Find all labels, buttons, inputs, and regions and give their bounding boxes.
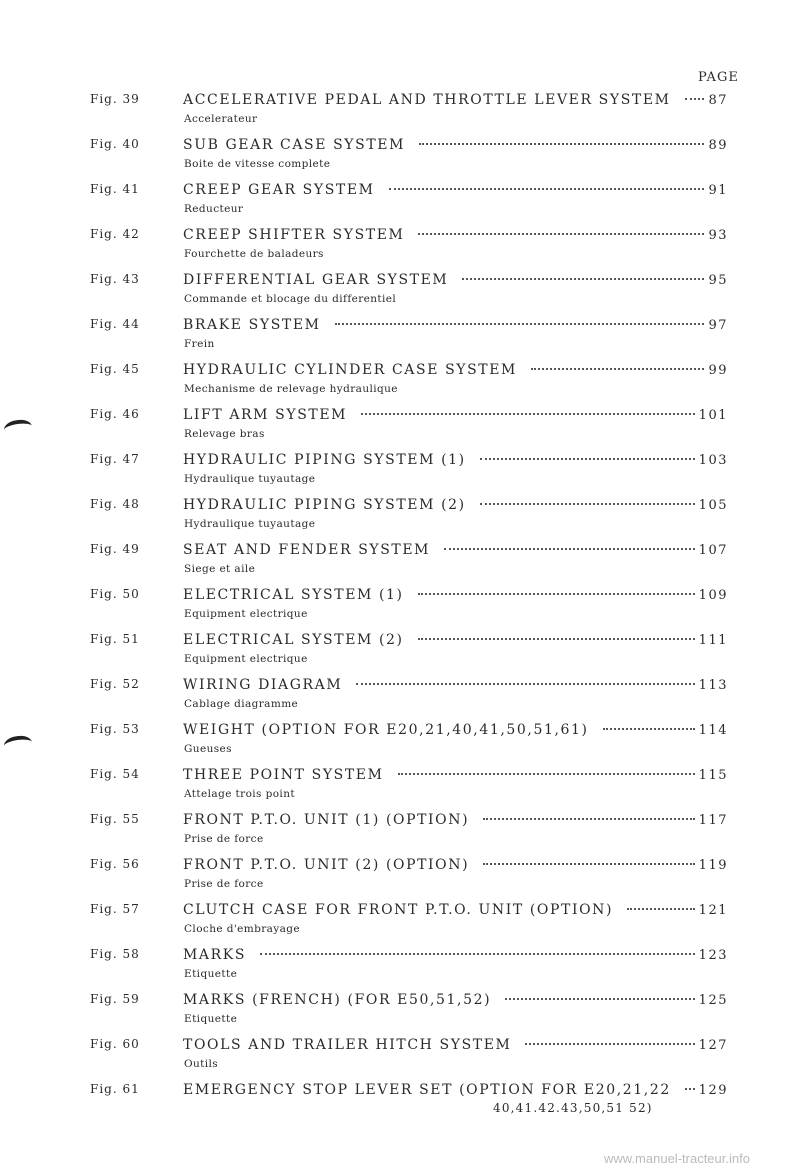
- entry-title: SEAT AND FENDER SYSTEM: [183, 542, 431, 558]
- entry-page-number: 114: [698, 723, 728, 738]
- dot-leader: [627, 907, 695, 910]
- entry-page-number: 101: [698, 408, 728, 423]
- entry-page-number: 111: [698, 633, 728, 648]
- entry-subtitle: Etiquette: [184, 968, 238, 980]
- dot-leader: [480, 502, 695, 505]
- toc-entry: [0, 407, 800, 451]
- entry-page-number: 103: [698, 453, 728, 468]
- dot-leader: [483, 862, 695, 865]
- toc-entry: [0, 857, 800, 901]
- entry-line: [183, 272, 728, 290]
- entry-subtitle: Hydraulique tuyautage: [184, 518, 316, 530]
- toc-entry: [0, 587, 800, 631]
- entry-title: FRONT P.T.O. UNIT (1) (OPTION): [183, 812, 470, 828]
- figure-number: Fig. 53: [90, 722, 140, 736]
- figure-number: Fig. 47: [90, 452, 140, 466]
- entry-subtitle: Gueuses: [184, 743, 232, 755]
- entry-page-number: 117: [698, 813, 728, 828]
- figure-number: Fig. 58: [90, 947, 140, 961]
- entry-page-number: 119: [698, 858, 728, 873]
- entry-title: HYDRAULIC PIPING SYSTEM (2): [183, 497, 466, 513]
- figure-number: Fig. 60: [90, 1037, 140, 1051]
- entry-line: [183, 947, 728, 965]
- toc-entry: [0, 92, 800, 136]
- toc-entry: [0, 812, 800, 856]
- entry-page-number: 109: [698, 588, 728, 603]
- dot-leader: [505, 997, 694, 1000]
- entry-page-number: 89: [708, 138, 728, 153]
- toc-entry: [0, 947, 800, 991]
- entry-title: BRAKE SYSTEM: [183, 317, 321, 333]
- figure-number: Fig. 52: [90, 677, 140, 691]
- figure-number: Fig. 59: [90, 992, 140, 1006]
- entry-subtitle: Siege et aile: [184, 563, 256, 575]
- dot-leader: [444, 547, 695, 550]
- entry-page-number: 87: [708, 93, 728, 108]
- entry-page-number: 121: [698, 903, 728, 918]
- dot-leader: [356, 682, 694, 685]
- figure-number: Fig. 46: [90, 407, 140, 421]
- toc-entry: [0, 137, 800, 181]
- entry-line: [183, 227, 728, 245]
- entry-subtitle: Cablage diagramme: [184, 698, 299, 710]
- entry-line: [183, 137, 728, 155]
- entry-line: [183, 182, 728, 200]
- dot-leader: [418, 232, 704, 235]
- entry-page-number: 107: [698, 543, 728, 558]
- entry-page-number: 113: [698, 678, 728, 693]
- entry-line: [183, 722, 728, 740]
- entry-title: CREEP SHIFTER SYSTEM: [183, 227, 405, 243]
- entry-subtitle: Relevage bras: [184, 428, 265, 440]
- entry-title: CLUTCH CASE FOR FRONT P.T.O. UNIT (OPTION): [183, 902, 614, 918]
- entry-subtitle: Etiquette: [184, 1013, 238, 1025]
- entry-subtitle: Prise de force: [184, 833, 264, 845]
- entry-title: HYDRAULIC CYLINDER CASE SYSTEM: [183, 362, 517, 378]
- figure-number: Fig. 43: [90, 272, 140, 286]
- entry-title: MARKS: [183, 947, 247, 963]
- figure-number: Fig. 41: [90, 182, 140, 196]
- entry-title: ACCELERATIVE PEDAL AND THROTTLE LEVER SYSTEM: [183, 92, 671, 108]
- entry-line: [183, 902, 728, 920]
- figure-number: Fig. 42: [90, 227, 140, 241]
- entry-subtitle: Equipment electrique: [184, 653, 308, 665]
- entry-title: MARKS (FRENCH) (FOR E50,51,52): [183, 992, 492, 1008]
- entry-subtitle: Hydraulique tuyautage: [184, 473, 316, 485]
- entry-subtitle: Frein: [184, 338, 215, 350]
- entry-subtitle: Outils: [184, 1058, 219, 1070]
- toc-entry: [0, 1037, 800, 1081]
- watermark: www.manuel-tracteur.info: [604, 1151, 750, 1166]
- entry-subtitle: Mechanisme de relevage hydraulique: [184, 383, 398, 395]
- entry-page-number: 99: [708, 363, 728, 378]
- toc-entry: [0, 362, 800, 406]
- entry-title: EMERGENCY STOP LEVER SET (OPTION FOR E20,21,22: [183, 1082, 671, 1098]
- entry-title: DIFFERENTIAL GEAR SYSTEM: [183, 272, 449, 288]
- entry-continuation: 40,41.42.43,50,51 52): [493, 1101, 653, 1115]
- dot-leader: [525, 1042, 694, 1045]
- entry-line: [183, 362, 728, 380]
- entry-line: [183, 1037, 728, 1055]
- dot-leader: [685, 97, 705, 100]
- dot-leader: [462, 277, 704, 280]
- entry-line: [183, 317, 728, 335]
- toc-entry: [0, 677, 800, 721]
- figure-number: Fig. 56: [90, 857, 140, 871]
- entry-title: ELECTRICAL SYSTEM (1): [183, 587, 404, 603]
- entry-line: [183, 767, 728, 785]
- entry-line: [183, 452, 728, 470]
- figure-number: Fig. 51: [90, 632, 140, 646]
- page-label: PAGE: [698, 70, 739, 85]
- entry-page-number: 123: [698, 948, 728, 963]
- entry-title: FRONT P.T.O. UNIT (2) (OPTION): [183, 857, 470, 873]
- dot-leader: [418, 592, 695, 595]
- dot-leader: [335, 322, 705, 325]
- toc-entry: [0, 227, 800, 271]
- entry-subtitle: Fourchette de baladeurs: [184, 248, 324, 260]
- dot-leader: [483, 817, 695, 820]
- figure-number: Fig. 48: [90, 497, 140, 511]
- entry-page-number: 127: [698, 1038, 728, 1053]
- dot-leader: [398, 772, 695, 775]
- entry-line: [183, 587, 728, 605]
- toc-entry: [0, 632, 800, 676]
- toc-entry: [0, 902, 800, 946]
- toc-entry: [0, 182, 800, 226]
- entry-subtitle: Attelage trois point: [184, 788, 295, 800]
- entry-title: TOOLS AND TRAILER HITCH SYSTEM: [183, 1037, 512, 1053]
- figure-number: Fig. 49: [90, 542, 140, 556]
- toc-entry: [0, 497, 800, 541]
- figure-number: Fig. 39: [90, 92, 140, 106]
- dot-leader: [418, 637, 695, 640]
- entry-line: [183, 677, 728, 695]
- entry-subtitle: Equipment electrique: [184, 608, 308, 620]
- entry-title: THREE POINT SYSTEM: [183, 767, 384, 783]
- dot-leader: [480, 457, 695, 460]
- figure-number: Fig. 54: [90, 767, 140, 781]
- toc-entry: [0, 992, 800, 1036]
- entry-subtitle: Reducteur: [184, 203, 244, 215]
- entry-subtitle: Boite de vitesse complete: [184, 158, 331, 170]
- entry-subtitle: Prise de force: [184, 878, 264, 890]
- entry-title: WIRING DIAGRAM: [183, 677, 343, 693]
- entry-title: ELECTRICAL SYSTEM (2): [183, 632, 404, 648]
- figure-number: Fig. 55: [90, 812, 140, 826]
- figure-number: Fig. 40: [90, 137, 140, 151]
- entry-title: WEIGHT (OPTION FOR E20,21,40,41,50,51,61): [183, 722, 589, 738]
- entry-line: [183, 857, 728, 875]
- entry-subtitle: Commande et blocage du differentiel: [184, 293, 397, 305]
- dot-leader: [260, 952, 695, 955]
- entry-page-number: 91: [708, 183, 728, 198]
- entry-subtitle: Accelerateur: [184, 113, 258, 125]
- toc-entry: [0, 542, 800, 586]
- toc-entry: [0, 767, 800, 811]
- toc-entry: [0, 722, 800, 766]
- entry-page-number: 115: [698, 768, 728, 783]
- entry-subtitle: Cloche d'embrayage: [184, 923, 301, 935]
- entry-line: [183, 632, 728, 650]
- entry-line: [183, 497, 728, 515]
- toc-entry: [0, 452, 800, 496]
- dot-leader: [685, 1087, 695, 1090]
- entry-page-number: 125: [698, 993, 728, 1008]
- dot-leader: [531, 367, 704, 370]
- entry-line: [183, 407, 728, 425]
- dot-leader: [361, 412, 695, 415]
- entry-page-number: 105: [698, 498, 728, 513]
- figure-number: Fig. 44: [90, 317, 140, 331]
- entry-page-number: 129: [698, 1083, 728, 1098]
- dot-leader: [389, 187, 705, 190]
- toc-entry: [0, 317, 800, 361]
- entry-title: CREEP GEAR SYSTEM: [183, 182, 375, 198]
- dot-leader: [603, 727, 695, 730]
- toc-entry: [0, 272, 800, 316]
- figure-number: Fig. 45: [90, 362, 140, 376]
- entry-page-number: 97: [708, 318, 728, 333]
- entry-line: [183, 542, 728, 560]
- entry-page-number: 93: [708, 228, 728, 243]
- figure-number: Fig. 50: [90, 587, 140, 601]
- entry-title: SUB GEAR CASE SYSTEM: [183, 137, 406, 153]
- entry-line: [183, 1082, 728, 1100]
- dot-leader: [419, 142, 704, 145]
- entry-line: [183, 992, 728, 1010]
- entry-page-number: 95: [708, 273, 728, 288]
- figure-number: Fig. 61: [90, 1082, 140, 1096]
- entry-title: LIFT ARM SYSTEM: [183, 407, 348, 423]
- entry-line: [183, 92, 728, 110]
- entry-line: [183, 812, 728, 830]
- toc-entry: [0, 1082, 800, 1126]
- figure-number: Fig. 57: [90, 902, 140, 916]
- entry-title: HYDRAULIC PIPING SYSTEM (1): [183, 452, 466, 468]
